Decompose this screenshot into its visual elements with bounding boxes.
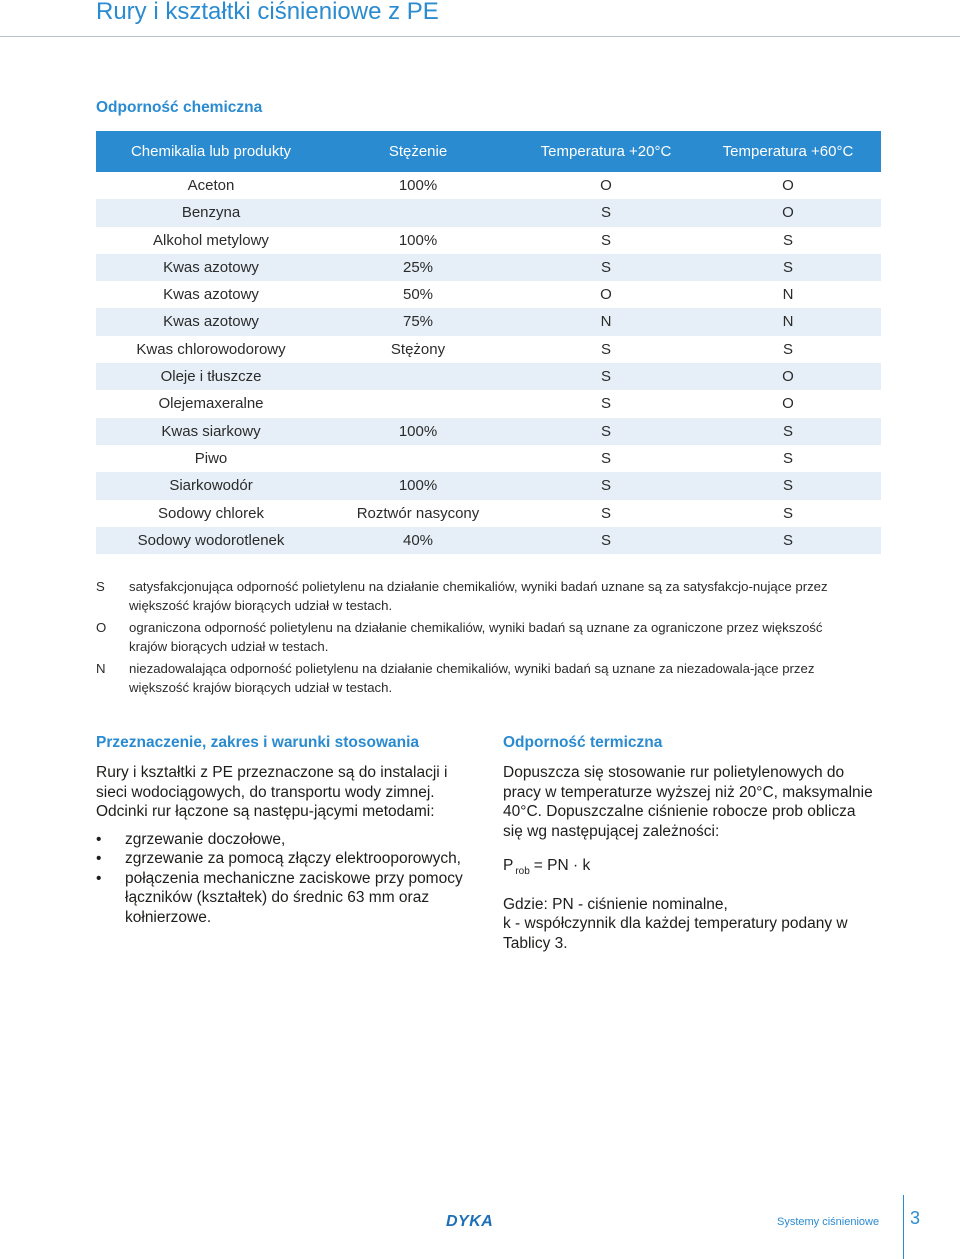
legend-item	[96, 659, 846, 697]
table-row	[96, 527, 881, 554]
connection-methods-list	[96, 830, 466, 928]
chemical-name-cell: Sodowy chlorek	[158, 504, 264, 522]
table-row	[96, 199, 881, 226]
page-number: 3	[910, 1208, 921, 1228]
chemical-name-cell: Olejemaxeralne	[158, 395, 264, 413]
table-row	[96, 227, 881, 254]
title-divider	[0, 36, 960, 37]
bullet-icon: •	[96, 869, 102, 887]
legend-letter: O	[96, 620, 107, 635]
chemical-name-cell: Siarkowodór	[169, 477, 253, 495]
chemical-name-cell: Kwas azotowy	[163, 286, 259, 304]
temp-20-cell: S	[600, 531, 612, 549]
list-item	[96, 849, 466, 869]
dyka-logo: DYKA	[446, 1213, 494, 1230]
temp-20-cell: S	[600, 477, 612, 495]
chemical-name-cell: Aceton	[187, 177, 235, 194]
temp-20-cell: S	[600, 422, 612, 440]
concentration-cell: 75%	[402, 313, 434, 331]
table-row	[96, 390, 881, 417]
concentration-cell: Stężony	[390, 340, 446, 358]
temp-20-cell: S	[600, 258, 612, 276]
table-header	[96, 131, 881, 172]
legend-text: satysfakcjonująca odporność polietylenu na działanie chemikaliów, wyniki badań uznane są za satysfakcjo-nujące przez większość krajów biorących udział w testach.	[129, 579, 828, 613]
concentration-cell: Roztwór nasycony	[356, 504, 480, 522]
formula-subscript: rob	[515, 866, 530, 877]
table-row	[96, 500, 881, 527]
purpose-column	[96, 763, 466, 927]
list-item	[96, 830, 466, 850]
purpose-intro: Rury i kształtki z PE przeznaczone są do instalacji i sieci wodociągowych, do transportu wody zimnej. Odcinki rur łączone są następu-jącymi metodami:	[96, 764, 448, 820]
temp-20-cell: S	[600, 395, 612, 413]
temp-60-cell: S	[782, 422, 794, 440]
temp-20-cell: S	[600, 368, 612, 386]
temp-60-cell: S	[782, 504, 794, 522]
legend-item	[96, 618, 846, 656]
bullet-icon: •	[96, 830, 102, 848]
temp-60-cell: S	[782, 531, 794, 549]
column-header-chemicals: Chemikalia lub produkty	[130, 143, 292, 160]
table-row	[96, 172, 881, 199]
temp-60-cell: O	[782, 368, 794, 386]
table-row	[96, 363, 881, 390]
formula-expression: = PN · k	[533, 857, 591, 874]
chemical-name-cell: Alkohol metylowy	[153, 231, 269, 249]
temp-20-cell: S	[600, 204, 612, 222]
chemical-name-cell: Kwas azotowy	[163, 258, 259, 276]
concentration-cell: 25%	[402, 258, 434, 276]
temp-60-cell: S	[782, 449, 794, 467]
temp-20-cell: S	[600, 504, 612, 522]
thermal-paragraph: Dopuszcza się stosowanie rur polietylenowych do pracy w temperaturze wyższej niż 20°C, maksymalnie 40°C. Dopuszczalne ciśnienie robocze prob oblicza się wg następującej zależności:	[503, 764, 873, 840]
temp-60-cell: S	[782, 231, 794, 249]
temp-60-cell: N	[782, 313, 794, 331]
temp-20-cell: N	[600, 313, 612, 331]
chemical-resistance-heading: Odporność chemiczna	[96, 99, 263, 116]
footer-section-label: Systemy ciśnieniowe	[777, 1216, 880, 1228]
thermal-column	[503, 763, 875, 953]
chemical-name-cell: Oleje i tłuszcze	[160, 368, 262, 386]
temp-20-cell: O	[600, 177, 612, 194]
temp-60-cell: O	[782, 204, 794, 222]
thermal-resistance-heading: Odporność termiczna	[503, 734, 663, 751]
table-row	[96, 418, 881, 445]
table-row	[96, 281, 881, 308]
list-item-text: zgrzewanie doczołowe,	[125, 830, 286, 848]
table-row	[96, 308, 881, 335]
formula-definition-1: Gdzie: PN - ciśnienie nominalne,	[503, 895, 728, 913]
temp-60-cell: N	[782, 286, 794, 304]
temp-20-cell: S	[600, 449, 612, 467]
concentration-cell: 100%	[398, 422, 438, 440]
legend	[96, 577, 846, 700]
legend-letter: N	[96, 661, 106, 676]
temp-60-cell: S	[782, 258, 794, 276]
chemical-name-cell: Kwas chlorowodorowy	[136, 340, 286, 358]
page-title: Rury i kształtki ciśnieniowe z PE	[96, 0, 439, 25]
chemical-name-cell: Sodowy wodorotlenek	[137, 531, 285, 549]
temp-60-cell: S	[782, 340, 794, 358]
concentration-cell: 40%	[402, 531, 434, 549]
temp-60-cell: O	[782, 395, 794, 413]
legend-text: ograniczona odporność polietylenu na działanie chemikaliów, wyniki badań są uznane za ograniczone przez większość krajów biorących udział w testach.	[129, 620, 823, 654]
list-item-text: zgrzewanie za pomocą złączy elektrooporowych,	[125, 850, 461, 867]
chemical-name-cell: Piwo	[194, 449, 228, 467]
resistance-table	[96, 172, 881, 554]
concentration-cell: 100%	[398, 231, 438, 249]
formula-definition-2: k - współczynnik dla każdej temperatury podany w Tablicy 3.	[503, 915, 848, 952]
list-item-text: połączenia mechaniczne zaciskowe przy pomocy łączników (kształtek) do średnic 63 mm oraz kołnierzowe.	[125, 869, 463, 926]
concentration-cell: 100%	[398, 477, 438, 495]
temp-20-cell: O	[600, 286, 612, 304]
chemical-name-cell: Kwas azotowy	[163, 313, 259, 331]
table-row	[96, 336, 881, 363]
column-header-temp-20: Temperatura +20°C	[540, 143, 672, 160]
bullet-icon: •	[96, 850, 102, 867]
concentration-cell: 50%	[402, 286, 434, 304]
temp-20-cell: S	[600, 231, 612, 249]
column-header-concentration: Stężenie	[388, 143, 448, 160]
table-row	[96, 445, 881, 472]
temp-60-cell: S	[782, 477, 794, 495]
table-row	[96, 472, 881, 499]
chemical-name-cell: Kwas siarkowy	[161, 422, 261, 440]
temp-20-cell: S	[600, 340, 612, 358]
table-row	[96, 254, 881, 281]
legend-item	[96, 577, 846, 615]
legend-letter: S	[96, 579, 105, 594]
temp-60-cell: O	[782, 177, 794, 194]
formula-symbol: P	[503, 857, 514, 874]
footer-divider	[903, 1195, 904, 1259]
pressure-formula	[503, 856, 875, 882]
concentration-cell: 100%	[398, 177, 438, 194]
purpose-heading: Przeznaczenie, zakres i warunki stosowania	[96, 734, 420, 751]
column-header-temp-60: Temperatura +60°C	[722, 143, 854, 160]
chemical-name-cell: Benzyna	[181, 204, 241, 222]
legend-text: niezadowalająca odporność polietylenu na działanie chemikaliów, wyniki badań są uznane za niezadowala-jące przez większość krajów biorących udział w testach.	[129, 661, 815, 695]
list-item	[96, 869, 466, 928]
